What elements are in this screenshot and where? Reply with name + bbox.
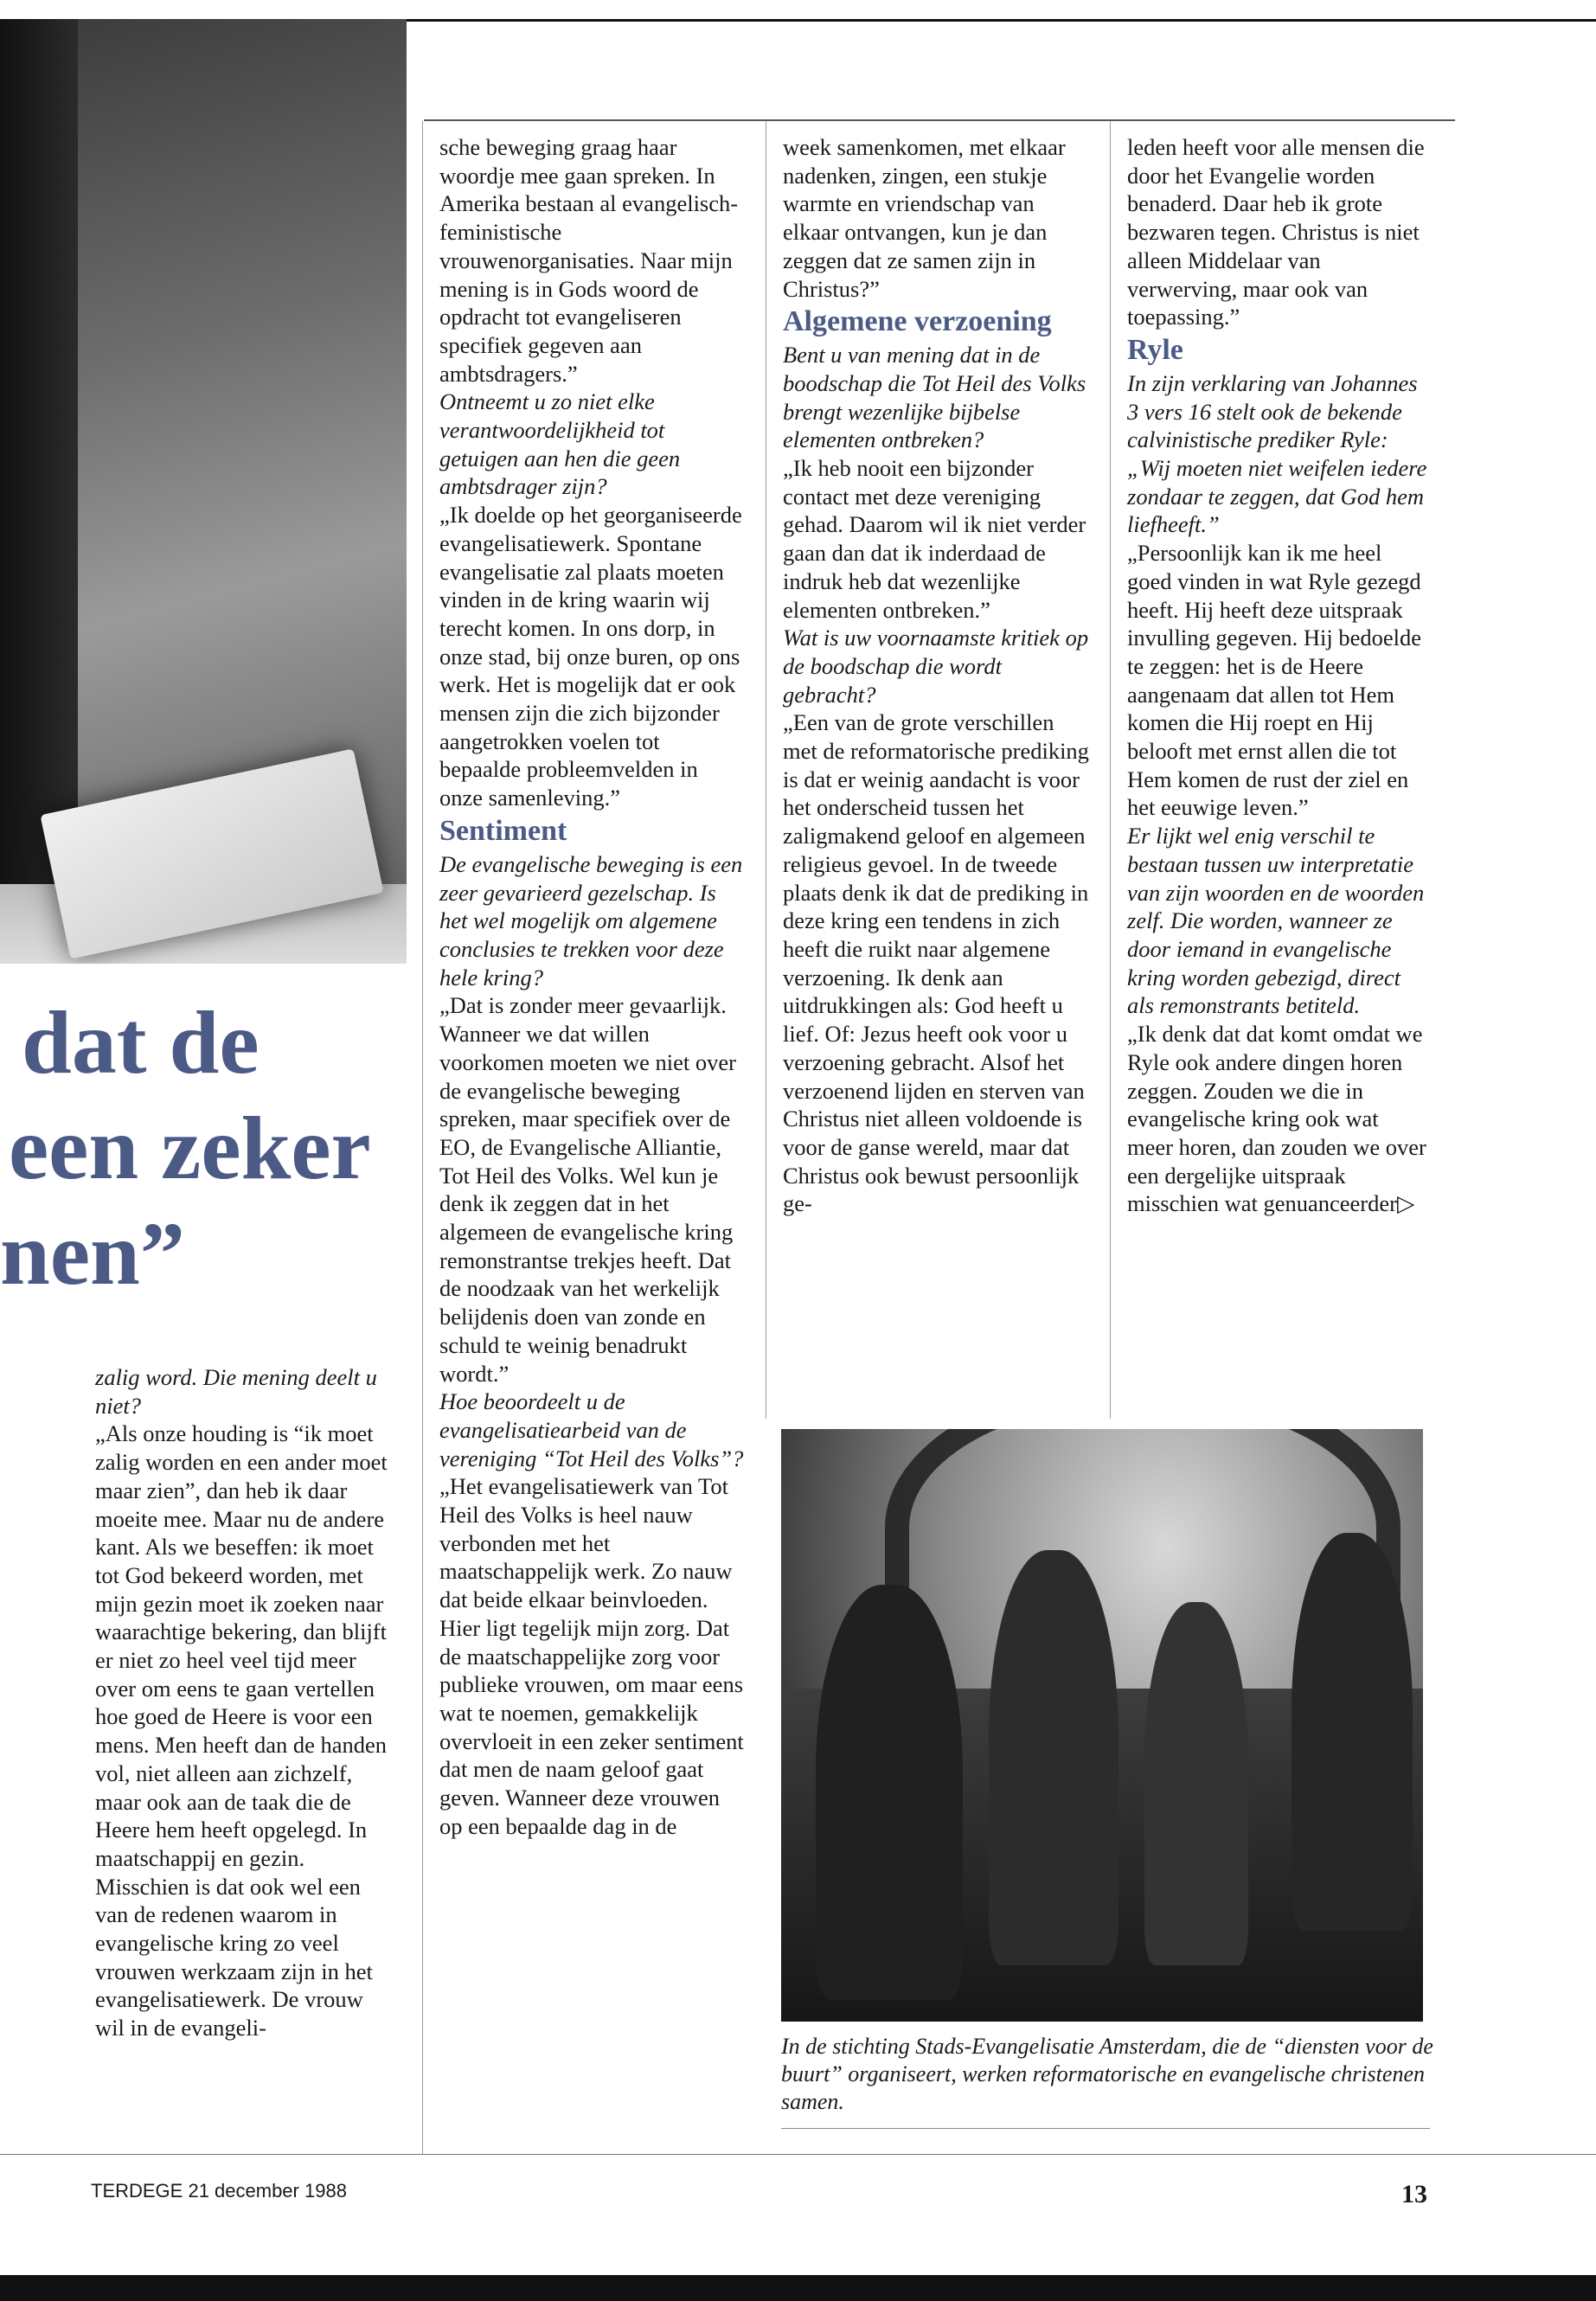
subheading-ryle: Ryle [1127,333,1183,366]
subheading-algemene-verzoening: Algemene verzoening [783,305,1052,338]
photo-meeting-hall [781,1429,1423,2022]
photo-person [989,1550,1118,1965]
column-top-rule [424,119,1455,121]
folio-issue: TERDEGE 21 december 1988 [91,2180,347,2202]
question: Bent u van mening dat in de boodschap die Tot Heil des Volks brengt wezenlijke bijbelse elementen ontbreken? [783,342,1086,453]
question: Er lijkt wel enig verschil te bestaan tussen uw interpretatie van zijn woorden en de woorden zelf. Die worden, wanneer ze door iemand in evangelische kring worden gebezigd, direct als remonstrants betiteld. [1127,823,1425,1019]
top-rule [407,19,1596,22]
question: De evangelische beweging is een zeer gevarieerd gezelschap. Is het wel mogelijk om algemene conclusies te trekken voor deze hele kring? [439,850,743,990]
answer: „Een van de grote verschillen met de reformatorische prediking is dat er weinig aandacht is voor het onderscheid tussen het zaligmakend geloof en algemeen religieus gevoel. In de tweede plaats denk ik dat de prediking in deze kring een tendens in zich heeft die ruikt naar algemene verzoening. Ik denk aan uitdrukkingen als: God heeft u lief. Of: Jezus heeft ook voor u verzoening gebracht. Alsof het verzoenend lijden en sterven van Christus niet alleen voldoende is voor de ganse wereld, maar dat Christus ook bewust persoonlijk ge- [783,709,1089,1217]
question: In zijn verklaring van Johannes 3 vers 16 stelt ook de bekende calvinistische prediker Ryle: „Wij moeten niet weifelen iedere zondaar te zeggen, dat God hem liefheeft.” [1127,369,1427,538]
answer: „Persoonlijk kan ik me heel goed vinden in wat Ryle gezegd heeft. Hij heeft deze uitspraak invulling gegeven. Hij bedoelde te zeggen: het is de Heere aangenaam dat allen tot Hem komen die Hij roept en Hij belooft met ernst allen die tot Hem komen de rust der ziel en het eeuwige leven.” [1127,540,1421,821]
answer: sche beweging graag haar woordje mee gaan spreken. In Amerika bestaan al evangelisch-feministische vrouwenorganisaties. Naar mijn mening is in Gods woord de opdracht tot evangeliseren specifiek gegeven aan ambtsdragers.” [439,134,739,387]
column-1 [95,1363,389,2042]
answer: week samenkomen, met elkaar nadenken, zingen, een stukje warmte en vriendschap van elkaar ontvangen, kun je dan zeggen dat ze samen zijn in Christus?” [783,134,1066,302]
photo-caption: In de stichting Stads-Evangelisatie Amsterdam, die de “diensten voor de buurt” organiseert, werken reformatorische en evangelische christenen samen. [781,2034,1433,2114]
subheading-sentiment: Sentiment [439,814,567,847]
answer: „Het evangelisatiewerk van Tot Heil des Volks is heel nauw verbonden met het maatschappelijk werk. Zo nauw dat beide elkaar beinvloeden. Hier ligt tegelijk mijn zorg. Dat de maatschappelijke zorg voor publieke vrouwen, om maar eens wat te noemen, gemakkelijk overvloeit in een zeker sentiment dat men de naam geloof gaat geven. Wanneer deze vrouwen op een bepaalde dag in de [439,1473,744,1839]
column-3 [783,133,1090,1218]
column-divider [1110,121,1111,1419]
question: Wat is uw voornaamste kritiek op de boodschap die wordt gebracht? [783,625,1089,708]
photo-person [1144,1602,1248,1965]
column-2 [439,133,747,1840]
answer: „Ik denk dat dat komt omdat we Ryle ook andere dingen horen zeggen. Zouden we die in evangelische kring ook wat meer horen, dan zouden we over een dergelijke uitspraak misschien wat genuanceerder▷ [1127,1021,1426,1217]
question: zalig word. Die mening deelt u niet? [95,1364,377,1419]
question: Ontneemt u zo niet elke verantwoordelijkheid tot getuigen aan hen die geen ambtsdrager zijn? [439,388,681,500]
photo-reading-book [0,19,407,964]
page-number: 13 [1401,2180,1427,2208]
photo-person [1292,1533,1413,1931]
headline-line-2: een zeker [9,1099,371,1198]
photo-person [816,1585,963,2000]
answer: „Ik heb nooit een bijzonder contact met deze vereniging gehad. Daarom wil ik niet verder gaan dan dat ik inderdaad de indruk heb dat wezenlijke elementen ontbreken.” [783,455,1086,623]
headline-line-3: nen” [0,1204,185,1304]
headline-line-1: dat de [22,993,260,1093]
answer: „Ik doelde op het georganiseerde evangelisatiewerk. Spontane evangelisatie zal plaats moeten vinden in de kring waarin wij terecht komen. In ons dorp, in onze stad, bij onze buren, op ons werk. Het is mogelijk dat er ook mensen zijn die zich bijzonder aangetrokken voelen tot bepaalde probleemvelden in onze samenleving.” [439,502,742,811]
answer: „Dat is zonder meer gevaarlijk. Wanneer we dat willen voorkomen moeten we niet over de evangelische beweging spreken, maar specifiek over de EO, de Evangelische Alliantie, Tot Heil des Volks. Wel kun je denk ik zeggen dat in het algemeen de evangelische kring remonstrantse trekjes heeft. Dat de noodzaak van het werkelijk belijdenis doen van zonde en schuld te weinig benadrukt wordt.” [439,992,736,1387]
bottom-bar [0,2275,1596,2301]
column-4 [1127,133,1430,1218]
question: Hoe beoordeelt u de evangelisatiearbeid van de vereniging “Tot Heil des Volks”? [439,1388,744,1471]
answer: „Als onze houding is “ik moet zalig worden en een ander moet maar zien”, dan heb ik daar moeite mee. Maar nu de andere kant. Als we beseffen: ik moet tot God bekeerd worden, met mijn gezin moet ik zoeken naar waarachtige bekering, dan blijft er niet zo heel veel tijd meer over om eens te gaan vertellen hoe goed de Heere is voor een mens. Men heeft dan de handen vol, niet alleen aan zichzelf, maar ook aan de taak die de Heere hem heeft opgelegd. In maatschappij en gezin. Misschien is dat ook wel een van de redenen waarom in evangelische kring zo veel vrouwen werkzaam zijn in het evangelisatiewerk. De vrouw wil in de evangeli- [95,1420,388,2041]
answer: leden heeft voor alle mensen die door het Evangelie worden benaderd. Daar heb ik grote bezwaren tegen. Christus is niet alleen Middelaar van verwerving, maar ook van toepassing.” [1127,134,1425,330]
caption-rule [781,2128,1430,2129]
headline [0,990,407,1307]
column-divider [422,121,423,2154]
footer-rule [0,2154,1596,2155]
